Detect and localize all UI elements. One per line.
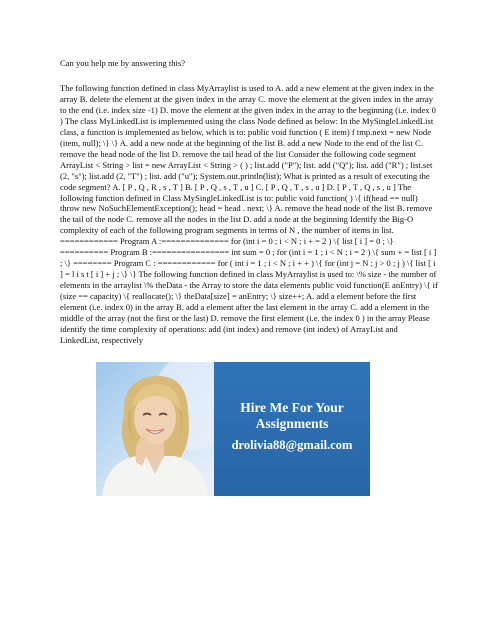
question-heading: Can you help me by answering this? bbox=[60, 58, 186, 68]
advertisement-banner[interactable] bbox=[96, 362, 370, 496]
advertisement-headline: Hire Me For Your Assignments bbox=[240, 400, 344, 431]
contact-email-link[interactable]: drolivia88@gmail.com bbox=[231, 438, 353, 452]
smiling-woman-photo bbox=[96, 362, 214, 496]
question-body: The following function defined in class MyArraylist is used to A. add a new element at the given index in the array B. delete the element at the given index in the array C. move the element at the given index in the array to the end (i.e. index size -1) D. move the element at the given index in the array to the beginning (i.e. index 0 ) The class MyLinkedList is implemented using the class Node defined as below: In the MySingleLinkedList class, a function is implemented as below, which is to: public void function ( E item) f tmp.next = new Node (item, null); \} \} A. add a new node at the beginning of the list B. add a new Node to the end of the list C. remove the head node of the list D. remove the tail head of the list Consider the following code segment ArrayList < String > list = new ArrayList < String > ( ) ; list.add ("P"); list. add ("Q"); list. add ("R") ; list.set (2, "s"); list.add (2, "T") ; list. add ("u"); System.out.println(list); What is printed as a result of executing the code segment? A. [ P , Q , R , s , T ] B. [ P , Q , s , T , u ] C. [ P , Q , T , s , u ] D. [ P , T , Q , s , u ] The following function defined in Class MySingleLinkedList is to: public void function( ) \{ if(head == null) throw new NoSuchElementException(); head = head . next; \} A. remove the head node of the list B. remove the tail of the node C. remove all the nodes in the list D. add a node at the beginning Identify the Big-O complexity of each of the following program segments in terms of N , the number of items in list. ============ Program A :============== for (int i = 0 ; i < N ; i + = 2 ) \{ list [ i ] = 0 ; \} ========== Program B :================ int sum = 0 ; for (int i = 1 ; i < N ; i = 2 ) \{ sum + = list [ i ] ; \} ======== Program C : ============ for ( int i = 1 ; i < N ; i + + ) \{ for (int j = N ; j > 0 ; j ) \{ list [ i ] = l i s t [ i ] + j ; \} \} The following function defined in class MyArraylist is used to: \% size - the number of elements in the arraylist \% theData - the Array to store the data elements public void function(E anEntry) \{ if (size == capacity) \{ reallocate(); \} theData[size] = anEntry; \} size++; A. add a element before the first element (i.e. index 0) in the array B. add a element after the last element in the array C. add a element in the middle of the array (not the first or the last) D. remove the first element (i.e. the index 0 ) in the array Please identify the time complexity of operations: add (int index) and remove (int index) of ArrayList and LinkedList, respectively bbox=[60, 83, 438, 345]
